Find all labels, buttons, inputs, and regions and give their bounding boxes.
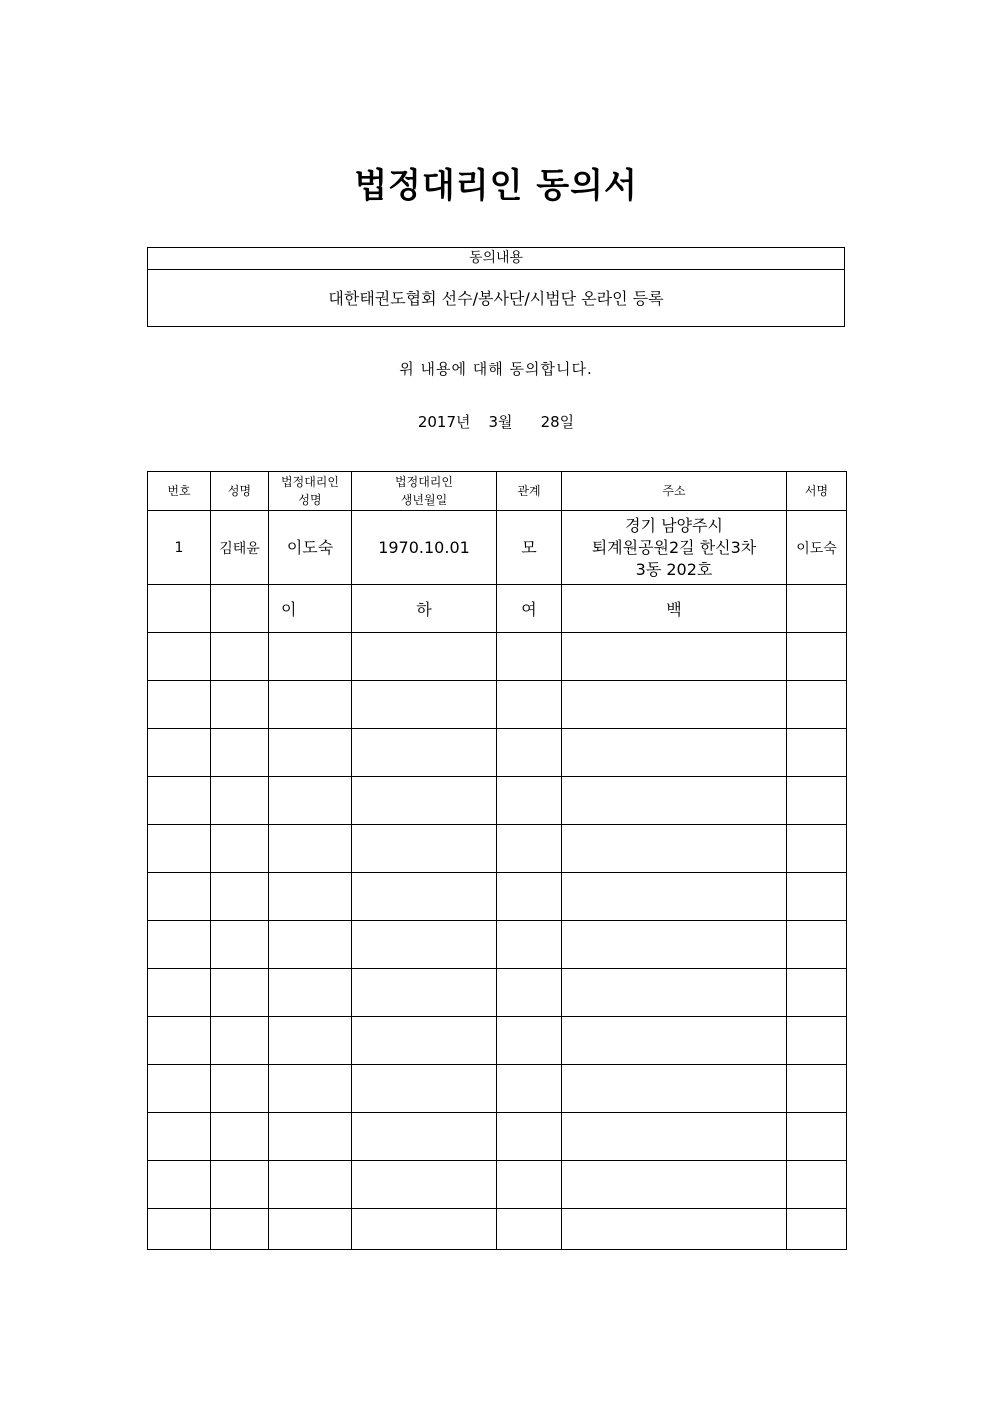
cell-address: 경기 남양주시 퇴계원공원2길 한신3차 3동 202호 (562, 511, 787, 585)
cell-empty (211, 585, 269, 633)
blank-marker-4: 백 (562, 585, 787, 633)
header-guardian-name: 법정대리인 성명 (269, 472, 352, 511)
document-date (0, 411, 992, 432)
table-row (148, 873, 847, 921)
consent-heading: 동의내용 (148, 248, 844, 270)
blank-marker-3: 여 (497, 585, 562, 633)
table-row (148, 633, 847, 681)
table-row (148, 825, 847, 873)
header-address: 주소 (562, 472, 787, 511)
table-header-row (148, 472, 847, 511)
table-row (148, 1065, 847, 1113)
consent-box (147, 247, 845, 327)
header-relation: 관계 (497, 472, 562, 511)
table-row (148, 681, 847, 729)
table-row (148, 1161, 847, 1209)
header-signature: 서명 (787, 472, 847, 511)
cell-empty (148, 585, 211, 633)
cell-name: 김태윤 (211, 511, 269, 585)
header-name: 성명 (211, 472, 269, 511)
table-row (148, 729, 847, 777)
table-row-blank-marker (148, 585, 847, 633)
table-row (148, 1113, 847, 1161)
header-guardian-birth: 법정대리인 생년월일 (352, 472, 497, 511)
table-row (148, 511, 847, 585)
cell-relation: 모 (497, 511, 562, 585)
table-row (148, 1017, 847, 1065)
date-month: 3월 (488, 413, 513, 431)
agreement-statement: 위 내용에 대해 동의합니다. (399, 360, 593, 378)
table-row (148, 1209, 847, 1250)
registration-table (147, 471, 847, 1250)
blank-marker-1: 이 (269, 585, 352, 633)
cell-no: 1 (148, 511, 211, 585)
table-row (148, 969, 847, 1017)
blank-marker-2: 하 (352, 585, 497, 633)
cell-signature: 이도숙 (787, 511, 847, 585)
cell-empty (787, 585, 847, 633)
header-no: 번호 (148, 472, 211, 511)
cell-guardian-birth: 1970.10.01 (352, 511, 497, 585)
table-row (148, 921, 847, 969)
date-day: 28일 (540, 413, 575, 431)
table-row (148, 777, 847, 825)
document-title: 법정대리인 동의서 (354, 166, 638, 206)
consent-content: 대한태권도협회 선수/봉사단/시범단 온라인 등록 (328, 289, 664, 308)
cell-guardian-name: 이도숙 (269, 511, 352, 585)
date-year: 2017년 (417, 413, 471, 431)
